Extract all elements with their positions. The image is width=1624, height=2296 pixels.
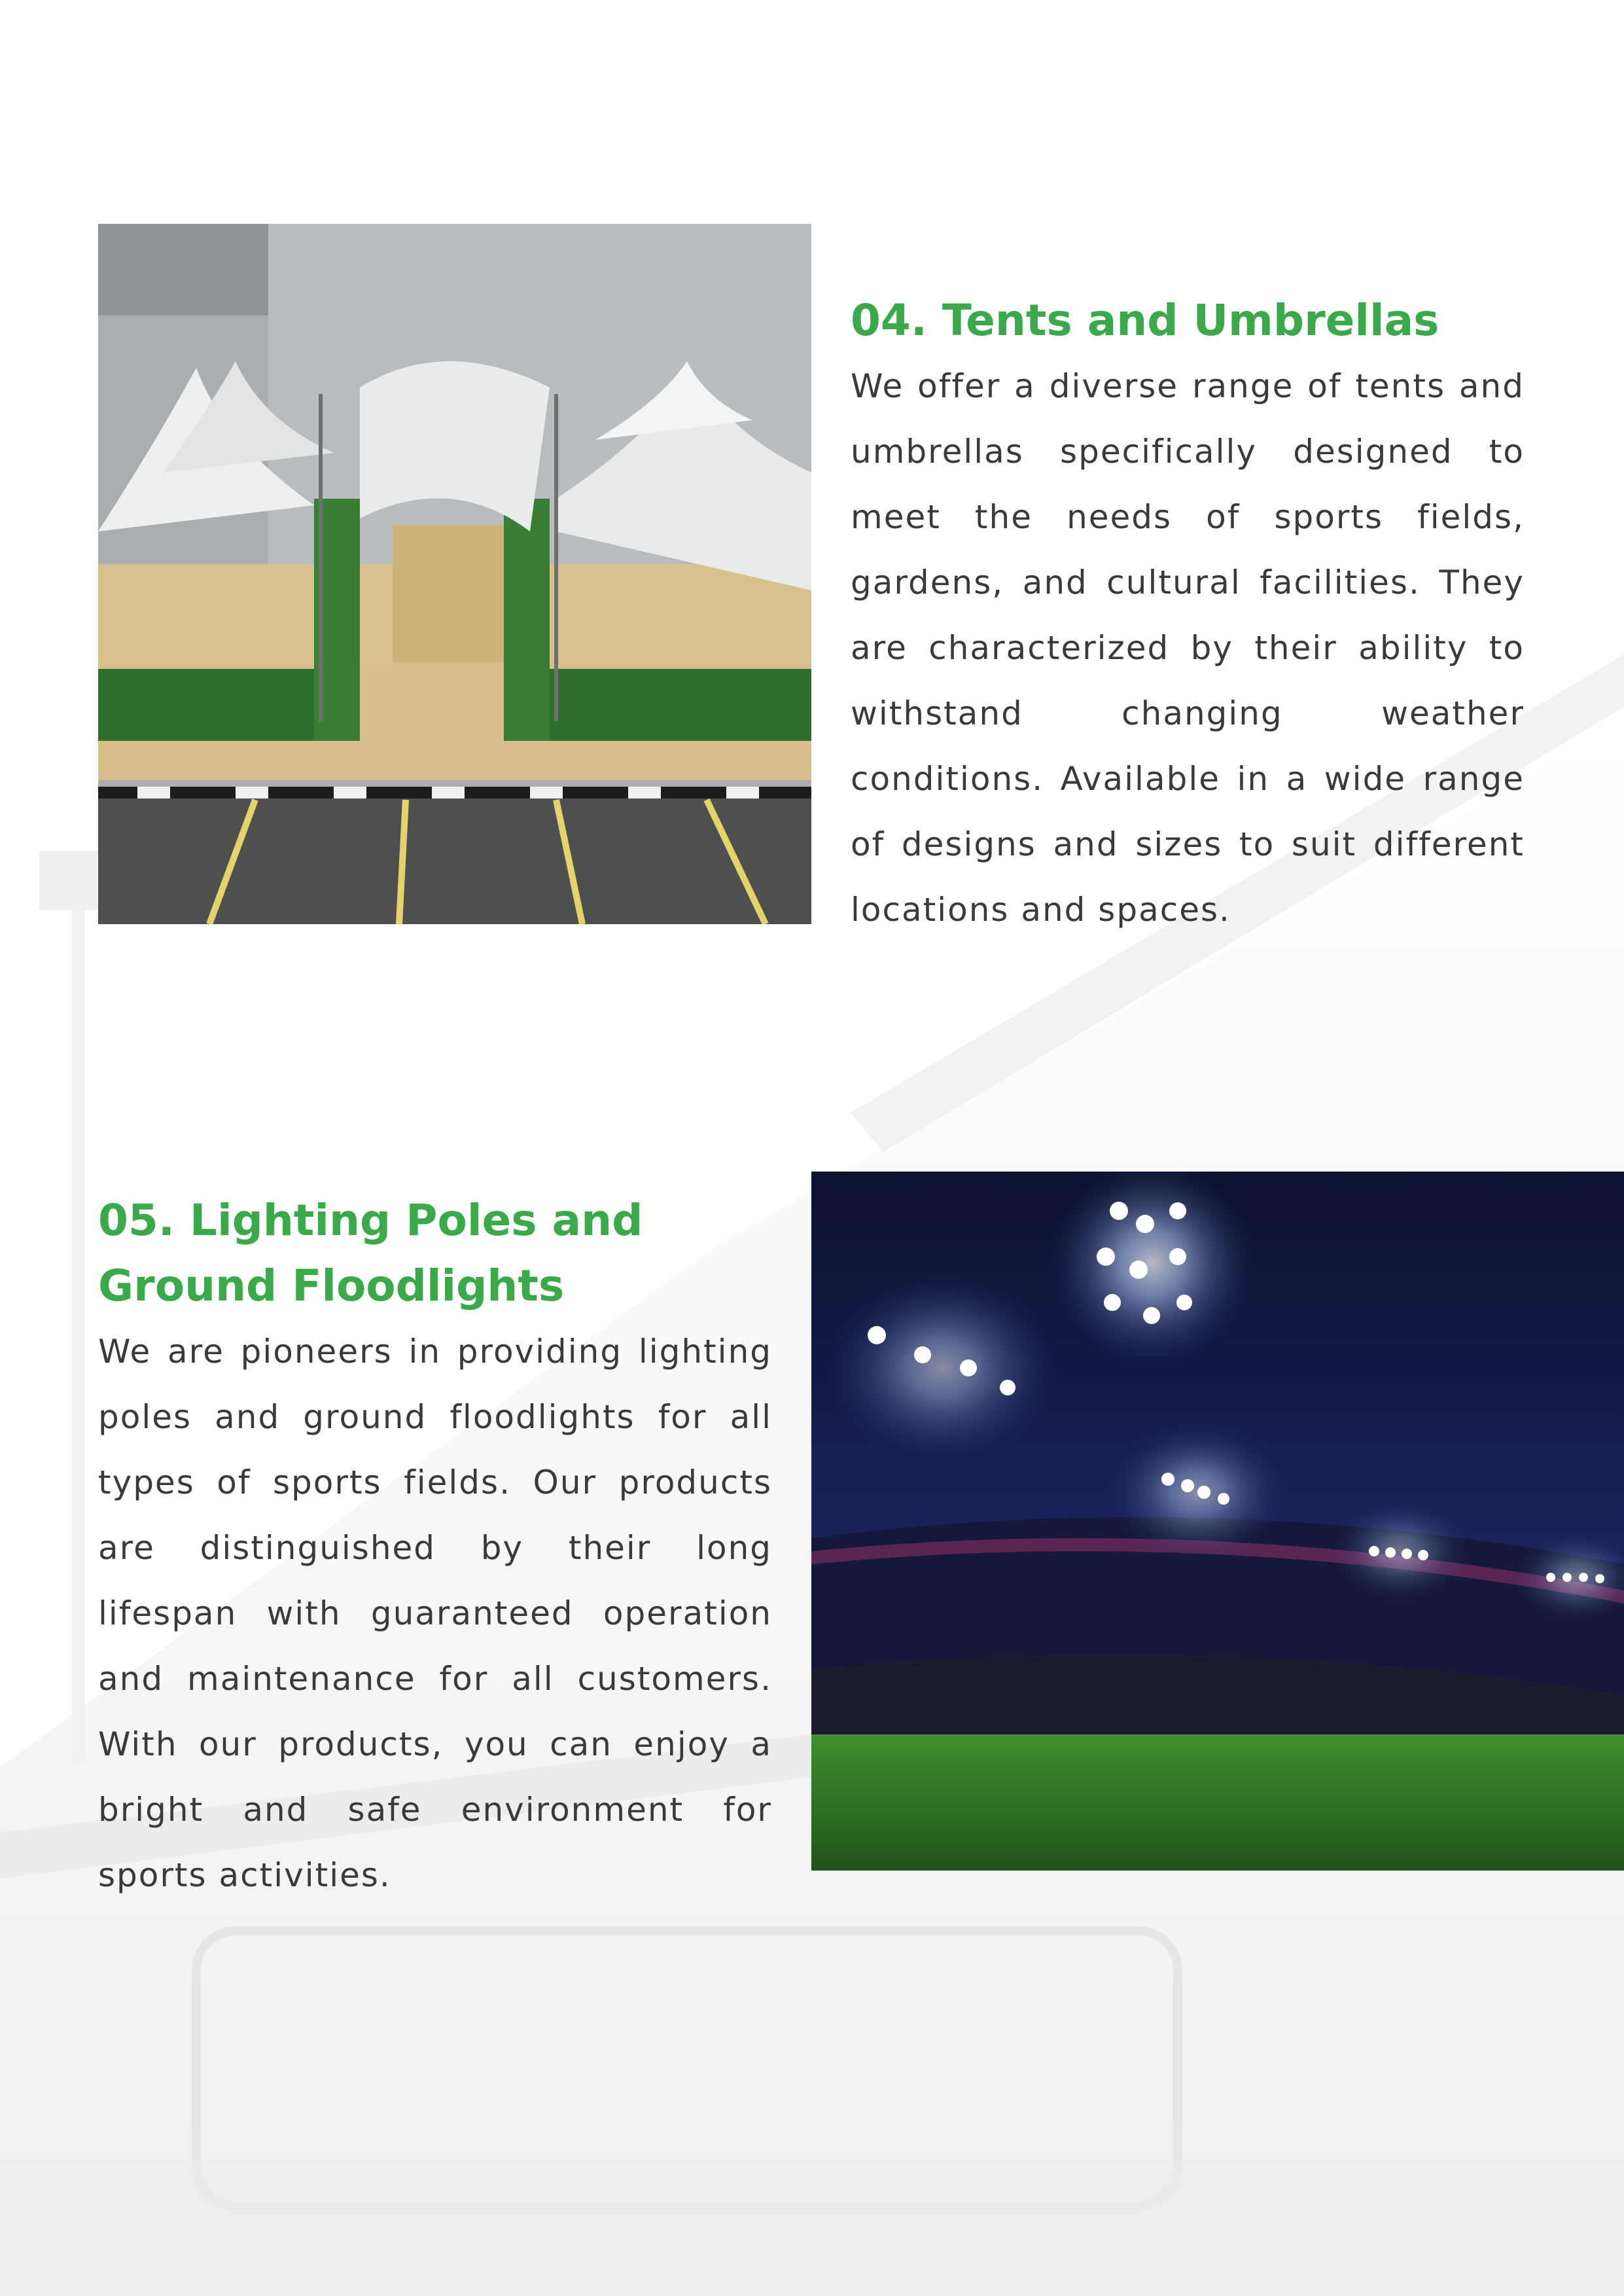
section-heading: 05. Lighting Poles and Ground Floodlights — [98, 1195, 643, 1311]
section-body: We are pioneers in providing lighting poles and ground floodlights for all types of sports fields. Our products are distinguished by their long lifespan with guaranteed operation and maintenance for all customers. With our products, you can enjoy a bright and safe environment for sports activities. — [98, 1333, 772, 1894]
section-heading: 04. Tents and Umbrellas — [851, 295, 1439, 346]
section-lighting-poles — [98, 1188, 772, 1908]
stadium-floodlights-photo — [811, 1172, 1624, 1871]
section-body: We offer a diverse range of tents and umbrellas specifically designed to meet the needs of sports fields, gardens, and cultural facilities. They are characterized by their ability to withstand changing weather conditions. Available in a wide range of designs and sizes to suit different locations and spaces. — [851, 367, 1525, 929]
section-tents-umbrellas — [851, 288, 1525, 942]
tents-umbrellas-photo — [98, 224, 811, 924]
